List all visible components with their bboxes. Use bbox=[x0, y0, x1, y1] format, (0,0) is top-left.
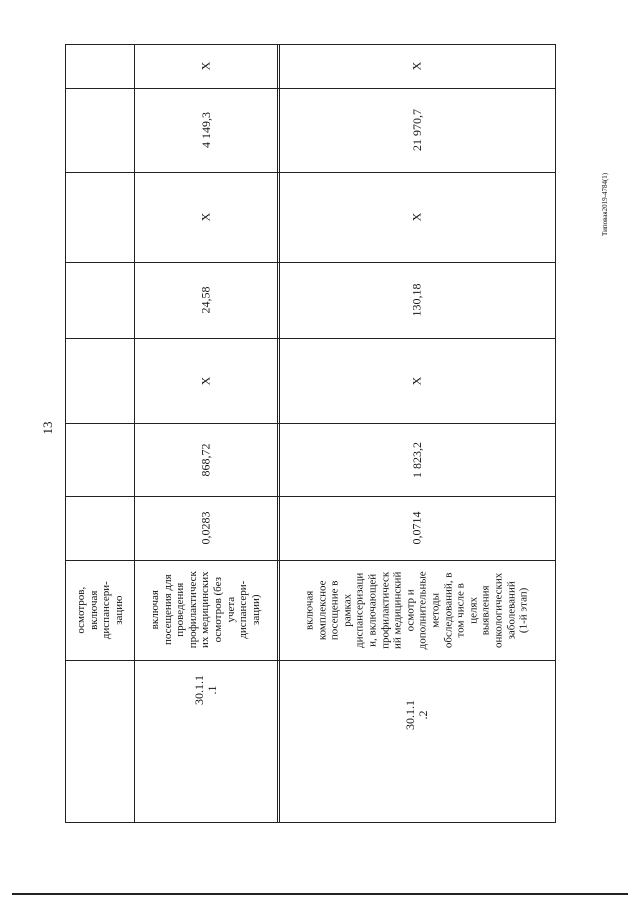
document-id bbox=[600, 116, 614, 236]
row2-value-4: 130,18 bbox=[409, 283, 424, 317]
row2-value-2: 1 823,2 bbox=[409, 441, 424, 478]
row1-col1 bbox=[134, 496, 277, 560]
row2-col7 bbox=[277, 44, 556, 88]
row1-value-5: Х bbox=[198, 212, 213, 222]
row1-col6 bbox=[134, 88, 277, 172]
row2-code-cell bbox=[277, 660, 556, 770]
row2-col4 bbox=[277, 262, 556, 338]
row1-value-4: 24,58 bbox=[198, 286, 213, 314]
row1-col2 bbox=[134, 423, 277, 496]
page-number: 13 bbox=[40, 421, 55, 435]
header-text: осмотров, включая диспансери- зацию bbox=[74, 581, 125, 639]
row1-value-2: 868,72 bbox=[198, 443, 213, 476]
row2-description-cell bbox=[277, 560, 556, 660]
row2-code: 30.1.1 .2 bbox=[402, 700, 430, 730]
row2-col5 bbox=[277, 172, 556, 262]
row1-value-3: Х bbox=[198, 376, 213, 385]
row1-code: 30.1.1 .1 bbox=[191, 675, 219, 705]
row1-value-6: 4 149,3 bbox=[198, 112, 213, 148]
row1-col3 bbox=[134, 338, 277, 423]
page-bottom-rule bbox=[12, 893, 628, 895]
row2-value-7: Х bbox=[409, 61, 424, 71]
header-cell bbox=[65, 560, 134, 660]
row1-value-7: Х bbox=[198, 61, 213, 71]
row2-value-6: 21 970,7 bbox=[409, 109, 424, 151]
row2-value-5: Х bbox=[409, 212, 424, 222]
row1-col4 bbox=[134, 262, 277, 338]
row1-col5 bbox=[134, 172, 277, 262]
row2-col3 bbox=[277, 338, 556, 423]
row2-col6 bbox=[277, 88, 556, 172]
row2-value-3: Х bbox=[409, 376, 424, 385]
document-id-text: Типовая2019-4784(1) bbox=[601, 172, 609, 236]
row2-col2 bbox=[277, 423, 556, 496]
row2-value-1: 0,0714 bbox=[409, 511, 424, 545]
row1-description: включая посещения для проведения профилактическ их медицинских осмотров (без учета диспансери- зации) bbox=[148, 571, 262, 649]
row1-value-1: 0,0283 bbox=[198, 511, 213, 545]
row1-description-cell bbox=[134, 560, 277, 660]
row2-description: включая комплексное посещение в рамках диспансеризаци и, включающей профилактическ ий медицинский осмотр и дополнительные методы обследований, в том числе в целях выявления онкологических заболеваний (1-й этап) bbox=[303, 571, 530, 649]
row1-code-cell bbox=[134, 660, 277, 720]
row1-col7 bbox=[134, 44, 277, 88]
row2-col1 bbox=[277, 496, 556, 560]
